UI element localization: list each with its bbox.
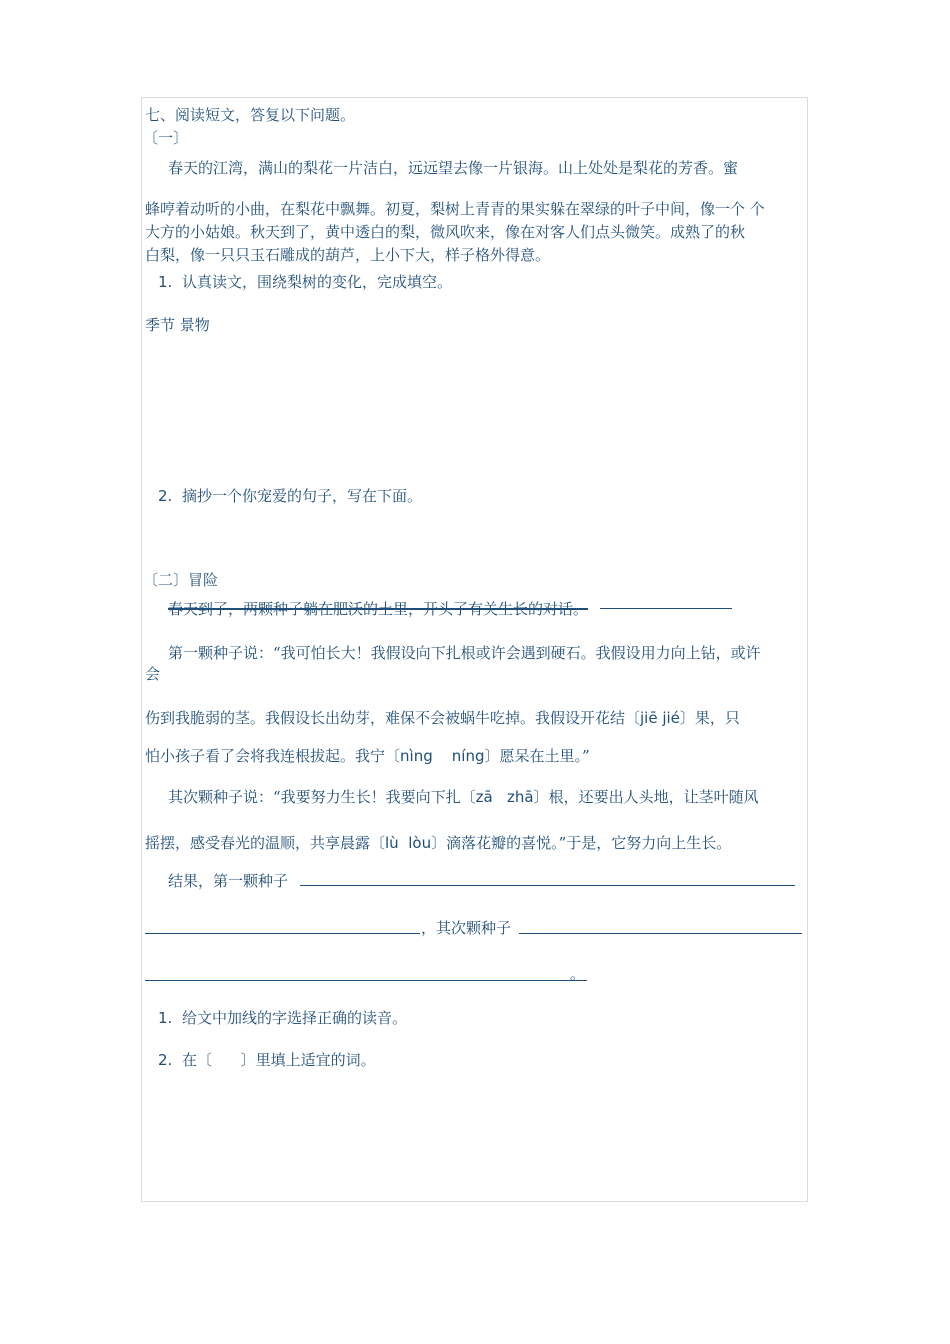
part2-p2-line-2 bbox=[145, 708, 740, 728]
part2-p2-line-3 bbox=[145, 746, 590, 766]
pinyin-ning: nìng níng bbox=[400, 747, 485, 765]
part1-q2-text: 摘抄一个你宠爱的句子，写在下面。 bbox=[182, 487, 423, 505]
part2-q2-number: 2. bbox=[158, 1051, 173, 1069]
part2-p3-line-2-text: 摇摆，感受春光的温顺，共享晨露〔 bbox=[145, 834, 386, 852]
part2-p3-line-1 bbox=[168, 787, 759, 807]
part1-para-line-4: 白梨，像一只只玉石雕成的葫芦，上小下大，样子格外得意。 bbox=[145, 246, 551, 264]
blank-line-2[interactable] bbox=[145, 933, 420, 934]
part2-q2-text: 在〔 〕里填上适宜的词。 bbox=[182, 1051, 376, 1069]
part1-para-line-3: 大方的小姑娘。秋天到了，黄中透白的梨，微风吹来，像在对客人们点头微笑。成熟了的秋 bbox=[145, 223, 746, 241]
pinyin-jie: jiē jié bbox=[640, 709, 680, 727]
part2-p1: 春天到了，两颗种子躺在肥沃的土里，开头了有关生长的对话。 bbox=[168, 600, 589, 618]
part2-p2-line-2-tail: 〕果，只 bbox=[679, 709, 740, 727]
part2-p3-line-1-tail: 〕根，还要出人头地，让茎叶随风 bbox=[533, 788, 759, 806]
part2-p3-line-2 bbox=[145, 833, 731, 853]
part1-para-line-1: 春天的江湾，满山的梨花一片洁白，远远望去像一片银海。山上处处是梨花的芳香。蜜 bbox=[168, 159, 739, 177]
pinyin-zha: zā zhā bbox=[475, 788, 534, 806]
part2-p2-line-3-text: 怕小孩子看了会将我连根拔起。我宁〔 bbox=[145, 747, 401, 765]
part2-p2-line-1: 第一颗种子说：“我可怕长大！我假设向下扎根或许会遇到硬石。我假设用力向上钻，或许 bbox=[168, 644, 761, 662]
part2-p2-line-2-text: 伤到我脆弱的茎。我假设长出幼芽，难保不会被蜗牛吃掉。我假设开花结〔 bbox=[145, 709, 641, 727]
pinyin-lu: lù lòu bbox=[385, 834, 432, 852]
part2-p2-line-1-cont: 会 bbox=[145, 665, 161, 683]
result-end: 。 bbox=[570, 965, 586, 983]
part1-q1-text: 认真读文，围绕梨树的变化，完成填空。 bbox=[182, 273, 453, 291]
table-header: 季节 景物 bbox=[145, 316, 210, 334]
section-title: 七、阅读短文，答复以下问题。 bbox=[145, 106, 356, 124]
part1-label: 〔一〕 bbox=[143, 129, 189, 147]
part2-q1-number: 1. bbox=[158, 1009, 173, 1027]
part2-q1-text: 给文中加线的字选择正确的读音。 bbox=[182, 1009, 408, 1027]
result-mid: ，其次颗种子 bbox=[421, 919, 512, 937]
part1-q1-number: 1. bbox=[158, 273, 173, 291]
part1-q2-number: 2. bbox=[158, 487, 173, 505]
part2-p3-line-2-tail: 〕滴落花瓣的喜悦。”于是，它努力向上生长。 bbox=[431, 834, 732, 852]
part2-p1-line bbox=[600, 608, 732, 609]
result-lead: 结果，第一颗种子 bbox=[168, 872, 289, 890]
part2-label: 〔二〕冒险 bbox=[143, 571, 219, 589]
part2-p3-line-1-text: 其次颗种子说：“我要努力生长！我要向下扎〔 bbox=[168, 788, 476, 806]
blank-line-4[interactable] bbox=[145, 980, 587, 981]
blank-line-3[interactable] bbox=[519, 933, 802, 934]
part2-p2-line-3-tail: 〕愿呆在土里。” bbox=[484, 747, 590, 765]
blank-line-1[interactable] bbox=[300, 885, 795, 886]
part1-para-line-2: 蜂哼着动听的小曲，在梨花中飘舞。初夏，梨树上青青的果实躲在翠绿的叶子中间，像一个 个 bbox=[145, 200, 765, 218]
